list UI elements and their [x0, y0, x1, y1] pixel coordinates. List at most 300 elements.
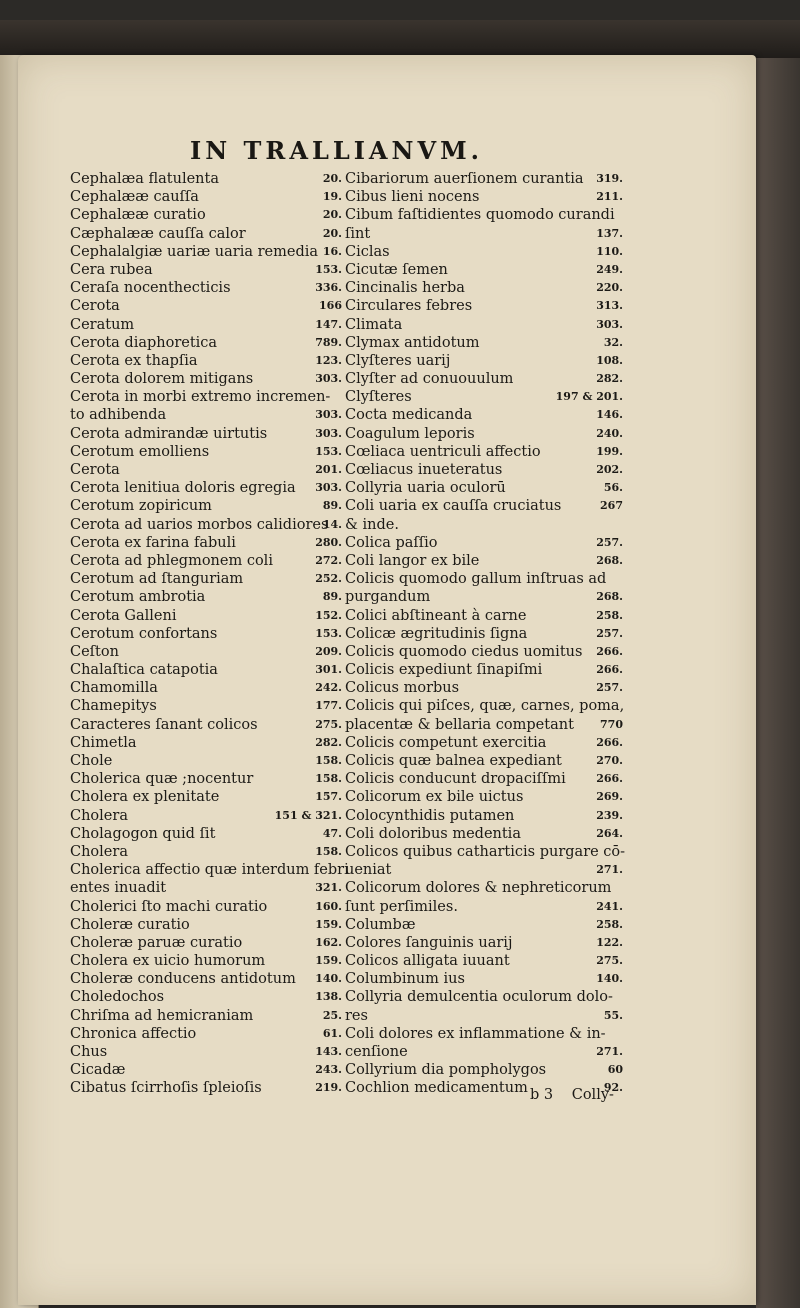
entry-text: Colicis conducunt dropaciſſmi	[345, 771, 566, 788]
entry-text: Climata	[345, 316, 403, 333]
entry-text: Coagulum leporis	[345, 425, 475, 442]
entry-text: Cephalææ curatio	[70, 207, 206, 224]
entry-text: Clymax antidotum	[345, 334, 480, 351]
index-entry	[70, 316, 342, 334]
entry-page-number: 269.	[596, 790, 623, 804]
index-entry	[345, 734, 623, 752]
index-entry	[345, 898, 623, 916]
entry-text: Cephalææ cauſſa	[70, 189, 199, 206]
entry-text: Colicos alligata iuuant	[345, 953, 510, 970]
entry-page-number: 252.	[315, 572, 342, 586]
entry-text: Cœliacus inueteratus	[345, 462, 503, 478]
entry-page-number: 138.	[315, 990, 342, 1004]
index-entry	[345, 552, 623, 570]
index-entry	[70, 825, 342, 843]
index-entry	[70, 988, 342, 1006]
entry-page-number: 280.	[315, 535, 342, 549]
entry-page-number: 241.	[596, 899, 623, 913]
entry-text: Clyſter ad conuouulum	[345, 371, 514, 388]
entry-text: Cerota lenitiua doloris egregia	[70, 480, 296, 497]
index-entry	[345, 516, 623, 534]
index-entry	[70, 643, 342, 661]
entry-text: Coli dolores ex inflammatione & in-	[345, 1025, 606, 1042]
entry-text: Choleræ paruæ curatio	[70, 934, 243, 951]
entry-page-number: 303.	[315, 426, 342, 440]
entry-text: Cæphalææ cauſſa calor	[70, 225, 246, 242]
index-column-left	[70, 170, 349, 1098]
book-spine-edge	[756, 58, 800, 1308]
entry-text: Colocynthidis putamen	[345, 807, 515, 824]
entry-page-number: 60	[607, 1063, 623, 1077]
index-entry	[70, 697, 342, 715]
entry-text: Colores ſanguinis uarij	[345, 934, 513, 951]
entry-text: Chronica affectio	[70, 1025, 197, 1042]
index-entry	[70, 570, 342, 588]
entry-page-number: 162.	[315, 935, 342, 949]
entry-text: Cerota in morbi extremo incremen-	[70, 389, 331, 406]
entry-text: Cholera ex plenitate	[70, 789, 220, 806]
entry-page-number: 143.	[315, 1045, 342, 1058]
index-entry	[345, 479, 623, 497]
entry-page-number: 266.	[596, 735, 623, 749]
entry-text: Cholagogon quid ſit	[70, 825, 216, 842]
entry-page-number: 266.	[596, 644, 623, 658]
entry-page-number: 264.	[596, 826, 623, 840]
entry-page-number: 275.	[596, 954, 623, 968]
entry-text: Cholerica quæ ;nocentur	[70, 771, 254, 788]
index-entry	[70, 734, 342, 752]
entry-page-number: 20.	[322, 226, 342, 240]
index-entry	[345, 788, 623, 806]
entry-text: Ceſton	[70, 643, 119, 660]
entry-page-number: 19.	[322, 190, 342, 204]
entry-text: Chamomilla	[70, 680, 158, 697]
entry-text: Cerota dolorem mitigans	[70, 371, 254, 388]
entry-page-number: 220.	[596, 281, 623, 295]
entry-page-number: 153.	[315, 262, 342, 276]
entry-page-number: 301.	[315, 663, 342, 677]
index-entry	[345, 934, 623, 952]
entry-text: Cerota ex farina fabuli	[70, 534, 236, 551]
index-entry	[70, 970, 342, 988]
entry-text: Cerota admirandæ uirtutis	[70, 425, 268, 442]
entry-page-number: 25.	[322, 1008, 342, 1022]
entry-page-number: 258.	[596, 917, 623, 931]
index-entry	[345, 843, 626, 861]
index-entry	[345, 861, 623, 879]
entry-page-number: 32.	[603, 335, 623, 349]
entry-text: Cincinalis herba	[345, 280, 465, 297]
entry-page-number: 321.	[315, 881, 342, 895]
entry-page-number: 219.	[315, 1081, 342, 1095]
index-entry	[70, 916, 342, 934]
index-entry	[70, 716, 342, 734]
index-entry	[345, 352, 623, 370]
index-entry	[345, 1007, 623, 1025]
entry-page-number: 789.	[315, 335, 342, 349]
index-entry	[70, 334, 342, 352]
entry-text: Coli langor ex bile	[345, 552, 480, 569]
entry-page-number: 140.	[315, 972, 342, 986]
entry-text: Cerota ad phlegmonem coli	[70, 552, 273, 569]
index-entry	[70, 461, 342, 479]
index-entry	[345, 370, 623, 388]
entry-text: Colicis expediunt ſinapiſmi	[345, 662, 543, 679]
entry-page-number: 147.	[315, 317, 342, 331]
index-entry	[345, 225, 623, 243]
entry-text: purgandum	[345, 589, 431, 606]
entry-page-number: 257.	[596, 681, 623, 695]
index-entry	[70, 206, 342, 224]
page-title: IN TRALLIANVM.	[190, 136, 484, 165]
entry-text: Cerotum ad ſtanguriam	[70, 571, 244, 588]
index-entry	[345, 988, 623, 1006]
index-entry	[70, 552, 342, 570]
entry-text: Colicis quomodo gallum inſtruas ad	[345, 571, 607, 588]
index-entry	[345, 406, 623, 424]
index-entry	[70, 243, 342, 261]
index-entry	[345, 916, 623, 934]
entry-page-number: 770	[600, 717, 623, 731]
entry-text: Cocta medicanda	[345, 407, 473, 424]
entry-page-number: 275.	[315, 717, 342, 731]
index-entry	[70, 807, 342, 825]
index-entry	[70, 898, 342, 916]
entry-page-number: 177.	[315, 699, 342, 713]
entry-text: Cicadæ	[70, 1062, 126, 1079]
entry-text: Cerota diaphoretica	[70, 334, 218, 351]
entry-page-number: 313.	[596, 299, 623, 313]
entry-page-number: 153.	[315, 444, 342, 458]
entry-text: Colicorum dolores & nephreticorum	[345, 880, 612, 897]
entry-page-number: 16.	[322, 244, 342, 258]
index-entry	[70, 625, 342, 643]
index-column-right	[345, 170, 626, 1098]
entry-text: Caracteres ſanant colicos	[70, 716, 258, 733]
entry-text: Cephalæa flatulenta	[70, 171, 219, 187]
entry-page-number: 336.	[315, 281, 342, 295]
index-entry	[345, 752, 623, 770]
entry-page-number: 268.	[596, 590, 623, 604]
entry-page-number: 159.	[315, 917, 342, 931]
entry-text: Clyſteres uarij	[345, 352, 451, 369]
index-entry	[345, 661, 623, 679]
index-entry	[70, 879, 342, 897]
entry-text: Cera rubea	[70, 261, 153, 278]
entry-page-number: 197 & 201.	[555, 390, 623, 404]
entry-text: ſint	[345, 225, 371, 242]
index-entry	[345, 497, 623, 515]
index-entry	[345, 588, 623, 606]
index-entry	[345, 206, 623, 224]
index-entry	[70, 279, 342, 297]
entry-page-number: 159.	[315, 954, 342, 968]
entry-text: Choleræ curatio	[70, 916, 190, 933]
entry-text: Cerota	[70, 462, 120, 478]
index-entry	[70, 1043, 342, 1061]
entry-text: cenſione	[345, 1044, 408, 1060]
entry-page-number: 14.	[322, 517, 342, 531]
entry-text: Chriſma ad hemicraniam	[70, 1007, 254, 1024]
entry-page-number: 209.	[315, 644, 342, 658]
entry-text: Chimetla	[70, 734, 137, 751]
index-entry	[345, 697, 623, 715]
entry-page-number: 89.	[322, 499, 342, 513]
entry-text: ſunt perſimiles.	[345, 898, 458, 915]
entry-page-number: 199.	[596, 444, 623, 458]
index-entry	[345, 297, 623, 315]
entry-text: res	[345, 1007, 368, 1024]
entry-text: Cerota	[70, 298, 120, 315]
entry-text: Cibus lieni nocens	[345, 189, 480, 206]
index-entry	[70, 516, 342, 534]
entry-page-number: 282.	[596, 372, 623, 386]
entry-text: Cholera	[70, 807, 128, 824]
entry-text: Chus	[70, 1044, 108, 1060]
index-entry	[70, 770, 342, 788]
entry-text: Colicorum ex bile uictus	[345, 789, 524, 806]
entry-page-number: 47.	[322, 826, 342, 840]
index-entry	[345, 243, 623, 261]
entry-text: Cibariorum auerſionem curantia	[345, 171, 584, 187]
entry-text: Colicis quæ balnea expediant	[345, 753, 562, 769]
index-entry	[70, 661, 342, 679]
entry-page-number: 271.	[596, 863, 623, 877]
index-entry	[345, 570, 623, 588]
entry-text: ueniat	[345, 862, 392, 879]
entry-page-number: 61.	[322, 1026, 342, 1040]
entry-page-number: 243.	[315, 1063, 342, 1077]
index-entry	[70, 952, 342, 970]
entry-text: Coli uaria ex cauſſa cruciatus	[345, 498, 562, 515]
entry-text: Columbæ	[345, 916, 416, 933]
index-entry	[70, 788, 342, 806]
entry-text: Ceraſa nocenthecticis	[70, 280, 231, 297]
index-entry	[70, 752, 342, 770]
entry-page-number: 158.	[315, 754, 342, 767]
index-entry	[345, 716, 623, 734]
index-entry	[70, 861, 349, 879]
index-entry	[345, 807, 623, 825]
entry-text: entes inuadit	[70, 880, 167, 897]
index-entry	[70, 352, 342, 370]
index-entry	[345, 188, 623, 206]
index-entry	[70, 1007, 342, 1025]
entry-text: Colici abſtineant à carne	[345, 607, 527, 624]
entry-text: Ceratum	[70, 316, 135, 333]
entry-text: Coli doloribus medentia	[345, 825, 521, 842]
entry-text: Colicos quibus catharticis purgare cō-	[345, 843, 626, 860]
entry-page-number: 137.	[596, 226, 623, 240]
index-entry	[70, 370, 342, 388]
entry-text: & inde.	[345, 516, 399, 533]
index-entry	[70, 934, 342, 952]
index-entry	[70, 534, 342, 552]
index-entry	[345, 1025, 623, 1043]
page-footer	[530, 1087, 628, 1103]
entry-text: Cerota Galleni	[70, 607, 177, 624]
entry-text: Circulares febres	[345, 298, 473, 315]
index-entry	[345, 425, 623, 443]
entry-page-number: 157.	[315, 790, 342, 804]
catchword: Colly-	[571, 1087, 614, 1103]
entry-text: Clyſteres	[345, 389, 412, 406]
entry-page-number: 242.	[315, 681, 342, 695]
entry-text: Chalaſtica catapotia	[70, 662, 218, 679]
entry-page-number: 92.	[603, 1081, 623, 1095]
index-entry	[70, 388, 342, 406]
entry-text: Cephalalgiæ uariæ uaria remedia	[70, 243, 319, 260]
index-entry	[70, 1025, 342, 1043]
index-entry	[345, 461, 623, 479]
entry-page-number: 108.	[596, 353, 623, 367]
entry-text: to adhibenda	[70, 407, 167, 424]
entry-text: Colicis qui piſces, quæ, carnes, poma,	[345, 698, 625, 715]
entry-page-number: 303.	[315, 372, 342, 386]
index-entry	[70, 1079, 342, 1097]
index-entry	[345, 825, 623, 843]
index-entry	[345, 970, 623, 988]
index-entry	[345, 1043, 623, 1061]
entry-text: Choleræ conducens antidotum	[70, 971, 296, 988]
book-cover-edge	[0, 20, 800, 60]
entry-page-number: 151 & 321.	[274, 808, 342, 822]
entry-page-number: 20.	[322, 172, 342, 185]
entry-page-number: 56.	[603, 481, 623, 495]
entry-page-number: 89.	[322, 590, 342, 604]
entry-page-number: 20.	[322, 208, 342, 222]
entry-page-number: 211.	[596, 190, 623, 204]
entry-page-number: 122.	[596, 935, 623, 949]
entry-page-number: 272.	[315, 553, 342, 567]
index-entry	[345, 388, 623, 406]
entry-text: Chole	[70, 753, 113, 769]
entry-text: Cerota ex thapſia	[70, 352, 198, 369]
index-entry	[345, 625, 623, 643]
index-entry	[345, 443, 623, 461]
index-entry	[345, 316, 623, 334]
entry-text: Cibatus ſcirrhoſis ſpleioſis	[70, 1080, 262, 1097]
index-entry	[70, 225, 342, 243]
entry-page-number: 282.	[315, 735, 342, 749]
entry-page-number: 257.	[596, 626, 623, 640]
index-entry	[70, 188, 342, 206]
entry-page-number: 55.	[603, 1008, 623, 1022]
entry-text: Cœliaca uentriculi affectio	[345, 443, 541, 460]
entry-text: Collyrium dia pompholygos	[345, 1062, 547, 1079]
entry-text: Chamepitys	[70, 698, 157, 715]
entry-text: placentæ & bellaria competant	[345, 716, 574, 733]
entry-page-number: 240.	[596, 426, 623, 440]
entry-text: Colica paſſio	[345, 534, 438, 551]
entry-page-number: 239.	[596, 808, 623, 822]
entry-page-number: 266.	[596, 663, 623, 677]
index-entry	[345, 334, 623, 352]
entry-page-number: 166	[319, 299, 342, 313]
entry-page-number: 146.	[596, 408, 623, 422]
index-entry	[70, 607, 342, 625]
entry-text: Cochlion medicamentum	[345, 1080, 528, 1097]
entry-text: Cerotum emolliens	[70, 443, 210, 460]
entry-page-number: 257.	[596, 535, 623, 549]
entry-page-number: 160.	[315, 899, 342, 913]
entry-text: Collyria uaria oculorū	[345, 480, 506, 497]
index-entry	[345, 679, 623, 697]
index-entry	[345, 261, 623, 279]
entry-page-number: 202.	[596, 463, 623, 476]
entry-text: Cerotum zopiricum	[70, 498, 212, 515]
entry-page-number: 158.	[315, 772, 342, 786]
entry-text: Collyria demulcentia oculorum dolo-	[345, 989, 613, 1006]
index-entry	[70, 843, 342, 861]
entry-text: Cholerica affectio quæ interdum febri	[70, 862, 349, 879]
index-entry	[70, 443, 342, 461]
entry-text: Choledochos	[70, 989, 165, 1006]
index-entry	[70, 479, 342, 497]
entry-text: Cerota ad uarios morbos calidiores	[70, 516, 329, 533]
entry-text: Columbinum ius	[345, 971, 465, 988]
entry-text: Cholerici ſto machi curatio	[70, 898, 268, 915]
entry-page-number: 153.	[315, 626, 342, 640]
entry-page-number: 319.	[596, 172, 623, 185]
entry-text: Cholera	[70, 843, 128, 860]
index-entry	[345, 952, 623, 970]
entry-page-number: 303.	[596, 317, 623, 331]
index-entry	[70, 170, 342, 188]
entry-page-number: 158.	[315, 844, 342, 858]
entry-text: Colicis quomodo ciedus uomitus	[345, 643, 583, 660]
index-entry	[70, 1061, 342, 1079]
entry-text: Ciclas	[345, 243, 390, 260]
entry-page-number: 110.	[596, 244, 623, 258]
index-entry	[345, 879, 623, 897]
index-entry	[70, 588, 342, 606]
entry-page-number: 303.	[315, 408, 342, 422]
index-entry	[70, 261, 342, 279]
entry-page-number: 140.	[596, 972, 623, 986]
entry-text: Colicæ ægritudinis ſigna	[345, 625, 528, 642]
entry-page-number: 249.	[596, 262, 623, 276]
entry-text: Cerotum ambrotia	[70, 589, 206, 606]
entry-page-number: 267	[600, 499, 623, 513]
index-entry	[70, 425, 342, 443]
index-entry	[70, 297, 342, 315]
entry-page-number: 201.	[315, 463, 342, 476]
entry-page-number: 152.	[315, 608, 342, 622]
entry-page-number: 303.	[315, 481, 342, 495]
entry-page-number: 271.	[596, 1045, 623, 1058]
index-entry	[345, 607, 623, 625]
entry-page-number: 258.	[596, 608, 623, 622]
entry-text: Cicutæ ſemen	[345, 261, 448, 278]
entry-text: Colicis competunt exercitia	[345, 734, 547, 751]
entry-text: Cholera ex uicio humorum	[70, 953, 266, 970]
entry-page-number: 270.	[596, 754, 623, 767]
entry-text: Cerotum confortans	[70, 625, 218, 642]
entry-page-number: 268.	[596, 553, 623, 567]
entry-page-number: 266.	[596, 772, 623, 786]
index-entry	[345, 643, 623, 661]
index-entry	[345, 770, 623, 788]
index-entry	[345, 279, 623, 297]
index-entry	[345, 1061, 623, 1079]
index-entry	[345, 534, 623, 552]
entry-text: Cibum faſtidientes quomodo curandi	[345, 207, 615, 224]
entry-page-number: 123.	[315, 353, 342, 367]
index-entry	[345, 170, 623, 188]
signature-mark: b 3	[530, 1087, 554, 1103]
index-entry	[70, 406, 342, 424]
